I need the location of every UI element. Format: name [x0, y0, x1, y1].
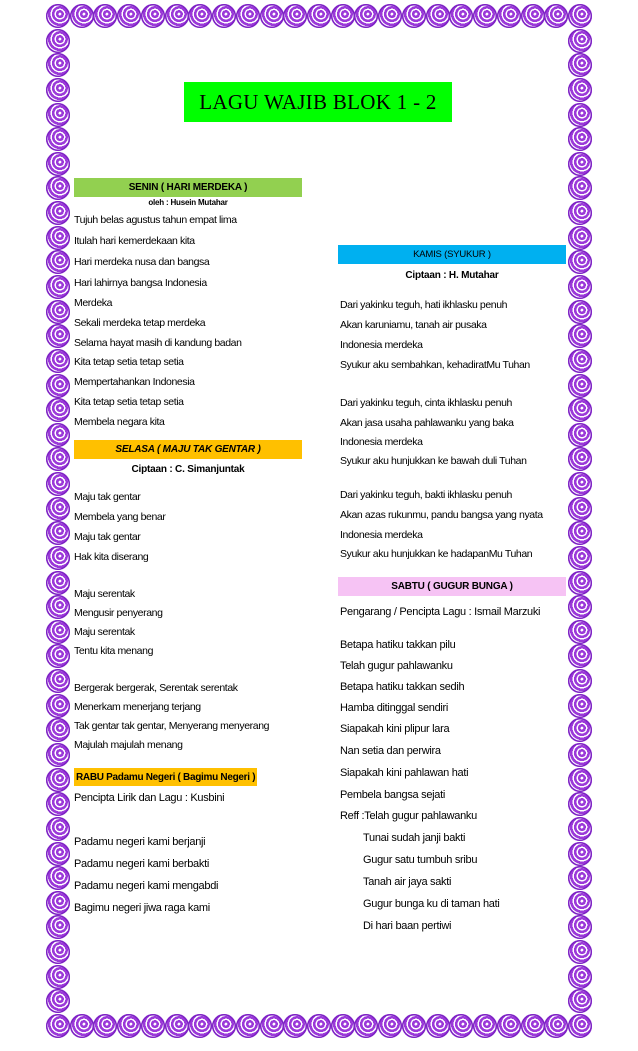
spiral-ornament-icon — [93, 1014, 117, 1038]
spiral-ornament-icon — [568, 546, 592, 570]
spiral-ornament-icon — [497, 1014, 521, 1038]
spiral-ornament-icon — [307, 1014, 331, 1038]
rabu-lyric-line: Padamu negeri kami berbakti — [74, 858, 209, 870]
spiral-ornament-icon — [568, 891, 592, 915]
spiral-ornament-icon — [378, 4, 402, 28]
spiral-ornament-icon — [473, 1014, 497, 1038]
kamis-lyric-line: Indonesia merdeka — [340, 436, 423, 448]
sabtu-lyric-line: Gugur bunga ku di taman hati — [363, 898, 500, 910]
sabtu-lyric-line: Tanah air jaya sakti — [363, 876, 452, 888]
rabu-lyric-line: Bagimu negeri jiwa raga kami — [74, 902, 210, 914]
spiral-ornament-icon — [46, 571, 70, 595]
spiral-ornament-icon — [521, 4, 545, 28]
senin-lyric-line: Sekali merdeka tetap merdeka — [74, 317, 206, 329]
rabu-header-text: RABU Padamu Negeri ( Bagimu Negeri ) — [76, 771, 256, 783]
spiral-ornament-icon — [46, 374, 70, 398]
sabtu-lyric-line: Hamba ditinggal sendiri — [340, 702, 449, 714]
spiral-ornament-icon — [568, 694, 592, 718]
selasa-lyric-line: Maju serentak — [74, 626, 135, 638]
rabu-header — [74, 768, 257, 786]
spiral-ornament-icon — [236, 4, 260, 28]
spiral-ornament-icon — [46, 78, 70, 102]
spiral-ornament-icon — [46, 472, 70, 496]
spiral-ornament-icon — [46, 497, 70, 521]
sabtu-author: Pengarang / Pencipta Lagu : Ismail Marzuki — [340, 606, 541, 618]
selasa-lyric-line: Membela yang benar — [74, 511, 166, 523]
spiral-ornament-icon — [378, 1014, 402, 1038]
spiral-ornament-icon — [568, 743, 592, 767]
spiral-ornament-icon — [568, 595, 592, 619]
spiral-ornament-icon — [568, 78, 592, 102]
spiral-ornament-icon — [568, 374, 592, 398]
spiral-ornament-icon — [46, 349, 70, 373]
spiral-ornament-icon — [568, 275, 592, 299]
kamis-lyric-line: Akan karuniamu, tanah air pusaka — [340, 319, 487, 331]
kamis-header — [338, 245, 566, 264]
kamis-lyric-line: Syukur aku sembahkan, kehadiratMu Tuhan — [340, 359, 530, 371]
kamis-lyric-line: Dari yakinku teguh, cinta ikhlasku penuh — [340, 397, 512, 409]
spiral-ornament-icon — [46, 324, 70, 348]
spiral-ornament-icon — [568, 472, 592, 496]
spiral-ornament-icon — [568, 29, 592, 53]
spiral-ornament-icon — [568, 669, 592, 693]
spiral-ornament-icon — [568, 792, 592, 816]
kamis-lyric-line: Indonesia merdeka — [340, 339, 423, 351]
spiral-ornament-icon — [46, 620, 70, 644]
sabtu-lyric-line: Nan setia dan perwira — [340, 745, 441, 757]
spiral-ornament-icon — [568, 842, 592, 866]
senin-header — [74, 178, 302, 197]
spiral-ornament-icon — [117, 1014, 141, 1038]
spiral-ornament-icon — [188, 1014, 212, 1038]
spiral-ornament-icon — [70, 4, 94, 28]
title-banner — [184, 82, 452, 122]
sabtu-lyric-line: Gugur satu tumbuh sribu — [363, 854, 478, 866]
page-title: LAGU WAJIB BLOK 1 - 2 — [199, 89, 437, 114]
spiral-ornament-icon — [521, 1014, 545, 1038]
spiral-ornament-icon — [46, 989, 70, 1013]
spiral-ornament-icon — [46, 817, 70, 841]
spiral-ornament-icon — [46, 521, 70, 545]
spiral-ornament-icon — [402, 1014, 426, 1038]
spiral-ornament-icon — [46, 127, 70, 151]
kamis-author: Ciptaan : H. Mutahar — [405, 270, 499, 281]
spiral-ornament-icon — [568, 176, 592, 200]
spiral-ornament-icon — [46, 300, 70, 324]
spiral-ornament-icon — [283, 4, 307, 28]
sabtu-lyric-line: Di hari baan pertiwi — [363, 920, 452, 932]
spiral-ornament-icon — [568, 965, 592, 989]
spiral-ornament-icon — [260, 1014, 284, 1038]
spiral-ornament-icon — [331, 1014, 355, 1038]
spiral-ornament-icon — [568, 300, 592, 324]
spiral-ornament-icon — [283, 1014, 307, 1038]
spiral-ornament-icon — [141, 4, 165, 28]
selasa-lyric-line: Mengusir penyerang — [74, 607, 163, 619]
sabtu-lyric-line: Telah gugur pahlawanku — [340, 660, 453, 672]
spiral-ornament-icon — [568, 620, 592, 644]
spiral-ornament-icon — [449, 1014, 473, 1038]
spiral-ornament-icon — [46, 842, 70, 866]
sabtu-lyric-line: Betapa hatiku takkan pilu — [340, 639, 456, 651]
spiral-ornament-icon — [331, 4, 355, 28]
spiral-ornament-icon — [307, 4, 331, 28]
spiral-ornament-icon — [426, 4, 450, 28]
sabtu-lyric-line: Reff :Telah gugur pahlawanku — [340, 810, 477, 822]
spiral-ornament-icon — [165, 4, 189, 28]
spiral-ornament-icon — [544, 1014, 568, 1038]
senin-lyric-line: Kita tetap setia tetap setia — [74, 356, 184, 368]
sabtu-lyric-line: Tunai sudah janji bakti — [363, 832, 466, 844]
spiral-ornament-icon — [236, 1014, 260, 1038]
spiral-ornament-icon — [93, 4, 117, 28]
senin-lyric-line: Hari merdeka nusa dan bangsa — [74, 256, 210, 268]
selasa-header-text: SELASA ( MAJU TAK GENTAR ) — [115, 444, 261, 455]
spiral-ornament-icon — [46, 940, 70, 964]
selasa-lyric-line: Maju tak gentar — [74, 531, 141, 543]
spiral-ornament-icon — [46, 743, 70, 767]
kamis-lyric-line: Dari yakinku teguh, bakti ikhlasku penuh — [340, 489, 512, 501]
spiral-ornament-icon — [568, 201, 592, 225]
spiral-ornament-icon — [354, 4, 378, 28]
spiral-ornament-icon — [544, 4, 568, 28]
spiral-ornament-icon — [449, 4, 473, 28]
spiral-ornament-icon — [568, 53, 592, 77]
selasa-lyric-line: Majulah majulah menang — [74, 739, 183, 751]
spiral-ornament-icon — [46, 447, 70, 471]
senin-lyric-line: Hari lahirnya bangsa Indonesia — [74, 277, 207, 289]
spiral-ornament-icon — [70, 1014, 94, 1038]
spiral-ornament-icon — [46, 718, 70, 742]
spiral-ornament-icon — [568, 324, 592, 348]
spiral-ornament-icon — [212, 4, 236, 28]
spiral-ornament-icon — [165, 1014, 189, 1038]
spiral-ornament-icon — [46, 275, 70, 299]
spiral-ornament-icon — [46, 152, 70, 176]
spiral-ornament-icon — [46, 595, 70, 619]
spiral-ornament-icon — [568, 644, 592, 668]
spiral-ornament-icon — [46, 4, 70, 28]
sabtu-lyric-line: Siapakah kini pahlawan hati — [340, 767, 469, 779]
senin-lyric-line: Selama hayat masih di kandung badan — [74, 337, 242, 349]
selasa-author: Ciptaan : C. Simanjuntak — [131, 464, 245, 475]
senin-lyric-line: Itulah hari kemerdekaan kita — [74, 235, 195, 247]
spiral-ornament-icon — [568, 250, 592, 274]
selasa-lyric-line: Tentu kita menang — [74, 645, 154, 657]
spiral-ornament-icon — [46, 53, 70, 77]
spiral-ornament-icon — [46, 644, 70, 668]
spiral-ornament-icon — [188, 4, 212, 28]
spiral-ornament-icon — [568, 571, 592, 595]
sabtu-lyric-line: Siapakah kini plipur lara — [340, 723, 450, 735]
spiral-ornament-icon — [46, 176, 70, 200]
kamis-lyric-line: Akan azas rukunmu, pandu bangsa yang nyata — [340, 509, 543, 521]
senin-lyric-line: Membela negara kita — [74, 416, 165, 428]
rabu-author: Pencipta Lirik dan Lagu : Kusbini — [74, 792, 225, 804]
senin-lyric-line: Tujuh belas agustus tahun empat lima — [74, 214, 237, 226]
kamis-header-text: KAMIS (SYUKUR ) — [413, 249, 491, 260]
kamis-lyric-line: Akan jasa usaha pahlawanku yang baka — [340, 417, 514, 429]
rabu-lyric-line: Padamu negeri kami berjanji — [74, 836, 206, 848]
spiral-ornament-icon — [46, 398, 70, 422]
spiral-ornament-icon — [46, 1014, 70, 1038]
spiral-ornament-icon — [568, 398, 592, 422]
spiral-ornament-icon — [260, 4, 284, 28]
spiral-ornament-icon — [568, 226, 592, 250]
spiral-ornament-icon — [568, 940, 592, 964]
spiral-ornament-icon — [568, 1014, 592, 1038]
selasa-lyric-line: Tak gentar tak gentar, Menyerang menyerang — [74, 720, 270, 732]
spiral-ornament-icon — [46, 694, 70, 718]
spiral-ornament-icon — [46, 546, 70, 570]
kamis-lyric-line: Syukur aku hunjukkan ke bawah duli Tuhan — [340, 455, 527, 467]
spiral-ornament-icon — [212, 1014, 236, 1038]
spiral-ornament-icon — [46, 250, 70, 274]
spiral-ornament-icon — [473, 4, 497, 28]
kamis-lyric-line: Indonesia merdeka — [340, 529, 423, 541]
spiral-ornament-icon — [568, 866, 592, 890]
kamis-lyric-line: Dari yakinku teguh, hati ikhlasku penuh — [340, 299, 508, 311]
spiral-ornament-icon — [568, 768, 592, 792]
spiral-ornament-icon — [46, 866, 70, 890]
spiral-ornament-icon — [568, 989, 592, 1013]
selasa-lyric-line: Maju serentak — [74, 588, 135, 600]
spiral-ornament-icon — [46, 915, 70, 939]
spiral-ornament-icon — [354, 1014, 378, 1038]
selasa-lyric-line: Hak kita diserang — [74, 551, 149, 563]
spiral-ornament-icon — [426, 1014, 450, 1038]
spiral-ornament-icon — [568, 915, 592, 939]
sabtu-lyric-line: Betapa hatiku takkan sedih — [340, 681, 465, 693]
sabtu-header — [338, 577, 566, 596]
sabtu-lyric-line: Pembela bangsa sejati — [340, 789, 445, 801]
senin-lyric-line: Merdeka — [74, 297, 113, 309]
spiral-ornament-icon — [568, 718, 592, 742]
spiral-ornament-icon — [117, 4, 141, 28]
kamis-lyric-line: Syukur aku hunjukkan ke hadapanMu Tuhan — [340, 548, 533, 560]
spiral-ornament-icon — [568, 103, 592, 127]
senin-lyric-line: Mempertahankan Indonesia — [74, 376, 195, 388]
spiral-ornament-icon — [46, 103, 70, 127]
spiral-ornament-icon — [46, 423, 70, 447]
spiral-ornament-icon — [568, 127, 592, 151]
spiral-ornament-icon — [46, 226, 70, 250]
spiral-ornament-icon — [497, 4, 521, 28]
senin-lyric-line: Kita tetap setia tetap setia — [74, 396, 184, 408]
spiral-ornament-icon — [46, 201, 70, 225]
spiral-ornament-icon — [568, 4, 592, 28]
senin-header-text: SENIN ( HARI MERDEKA ) — [128, 182, 248, 193]
spiral-ornament-icon — [46, 669, 70, 693]
rabu-lyric-line: Padamu negeri kami mengabdi — [74, 880, 219, 892]
spiral-ornament-icon — [46, 891, 70, 915]
spiral-ornament-icon — [568, 817, 592, 841]
selasa-header — [74, 440, 302, 459]
selasa-lyric-line: Bergerak bergerak, Serentak serentak — [74, 682, 238, 694]
spiral-ornament-icon — [402, 4, 426, 28]
spiral-ornament-icon — [568, 152, 592, 176]
spiral-ornament-icon — [141, 1014, 165, 1038]
selasa-lyric-line: Maju tak gentar — [74, 491, 141, 503]
spiral-ornament-icon — [46, 29, 70, 53]
spiral-ornament-icon — [568, 447, 592, 471]
spiral-ornament-icon — [46, 965, 70, 989]
sabtu-header-text: SABTU ( GUGUR BUNGA ) — [391, 581, 513, 592]
spiral-ornament-icon — [568, 497, 592, 521]
spiral-ornament-icon — [568, 349, 592, 373]
spiral-ornament-icon — [568, 521, 592, 545]
spiral-ornament-icon — [568, 423, 592, 447]
selasa-lyric-line: Menerkam menerjang terjang — [74, 701, 201, 713]
senin-author: oleh : Husein Mutahar — [148, 198, 228, 207]
spiral-ornament-icon — [46, 768, 70, 792]
spiral-ornament-icon — [46, 792, 70, 816]
